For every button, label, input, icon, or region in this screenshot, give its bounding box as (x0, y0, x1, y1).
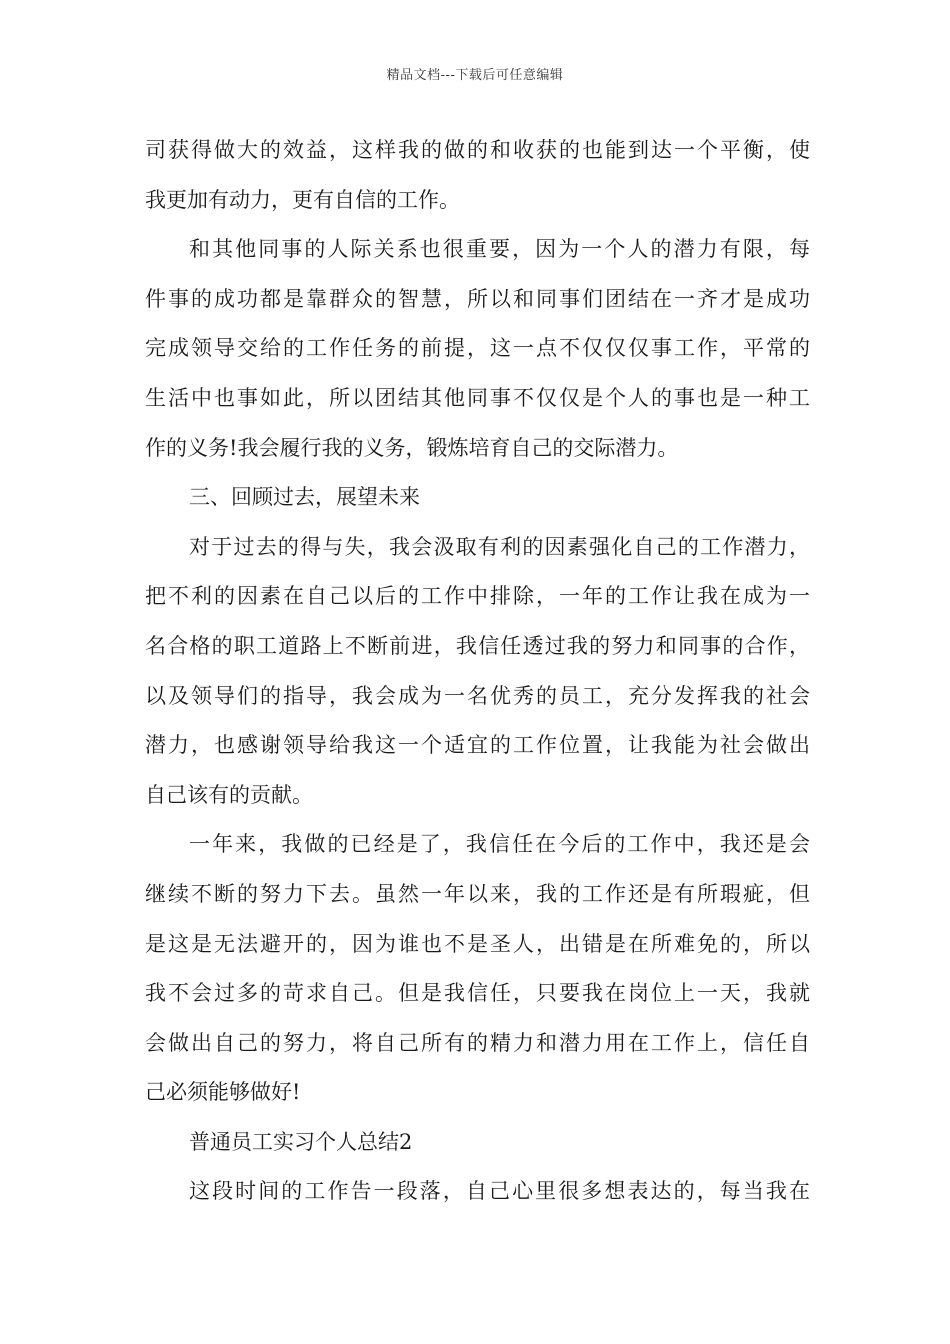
text-line: 作的义务!我会履行我的义务，锻炼培育自己的交际潜力。 (145, 435, 679, 460)
text-line: 以及领导们的指导，我会成为一名优秀的员工，充分发挥我的社会 (145, 683, 810, 708)
text-line: 我更加有动力，更有自信的工作。 (145, 187, 460, 212)
text-line: 完成领导交给的工作任务的前提，这一点不仅仅仅事工作，平常的 (145, 336, 810, 361)
text-line: 会做出自己的努力，将自己所有的精力和潜力用在工作上，信任自 (145, 1030, 810, 1055)
text-line: 自己该有的贡献。 (145, 782, 313, 807)
text-line: 名合格的职工道路上不断前进，我信任透过我的努力和同事的合作， (145, 633, 810, 658)
text-line: 这段时间的工作告一段落，自己心里很多想表达的，每当我在 (189, 1179, 810, 1204)
text-line: 和其他同事的人际关系也很重要，因为一个人的潜力有限，每 (189, 237, 810, 262)
text-line: 是这是无法避开的，因为谁也不是圣人，出错是在所难免的，所以 (145, 931, 810, 956)
page-header-watermark: 精品文档---下载后可任意编辑 (386, 68, 564, 83)
text-line: 一年来，我做的已经是了，我信任在今后的工作中，我还是会 (189, 832, 810, 857)
document-body (145, 126, 810, 1217)
text-line: 把不利的因素在自己以后的工作中排除，一年的工作让我在成为一 (145, 584, 810, 609)
text-line: 件事的成功都是靠群众的智慧，所以和同事们团结在一齐才是成功 (145, 286, 810, 311)
text-line: 继续不断的努力下去。虽然一年以来，我的工作还是有所瑕疵，但 (145, 881, 810, 906)
text-line: 潜力，也感谢领导给我这一个适宜的工作位置，让我能为社会做出 (145, 733, 810, 758)
text-line: 己必须能够做好! (145, 1080, 301, 1105)
section-heading: 三、回顾过去，展望未来 (189, 485, 420, 510)
text-line: 生活中也事如此，所以团结其他同事不仅仅是个人的事也是一种工 (145, 385, 810, 410)
text-line: 我不会过多的苛求自己。但是我信任，只要我在岗位上一天，我就 (145, 981, 810, 1006)
section-title: 普通员工实习个人总结2 (189, 1129, 413, 1154)
text-line: 司获得做大的效益，这样我的做的和收获的也能到达一个平衡，使 (145, 138, 810, 162)
text-line: 对于过去的得与失，我会汲取有利的因素强化自己的工作潜力， (189, 534, 810, 559)
